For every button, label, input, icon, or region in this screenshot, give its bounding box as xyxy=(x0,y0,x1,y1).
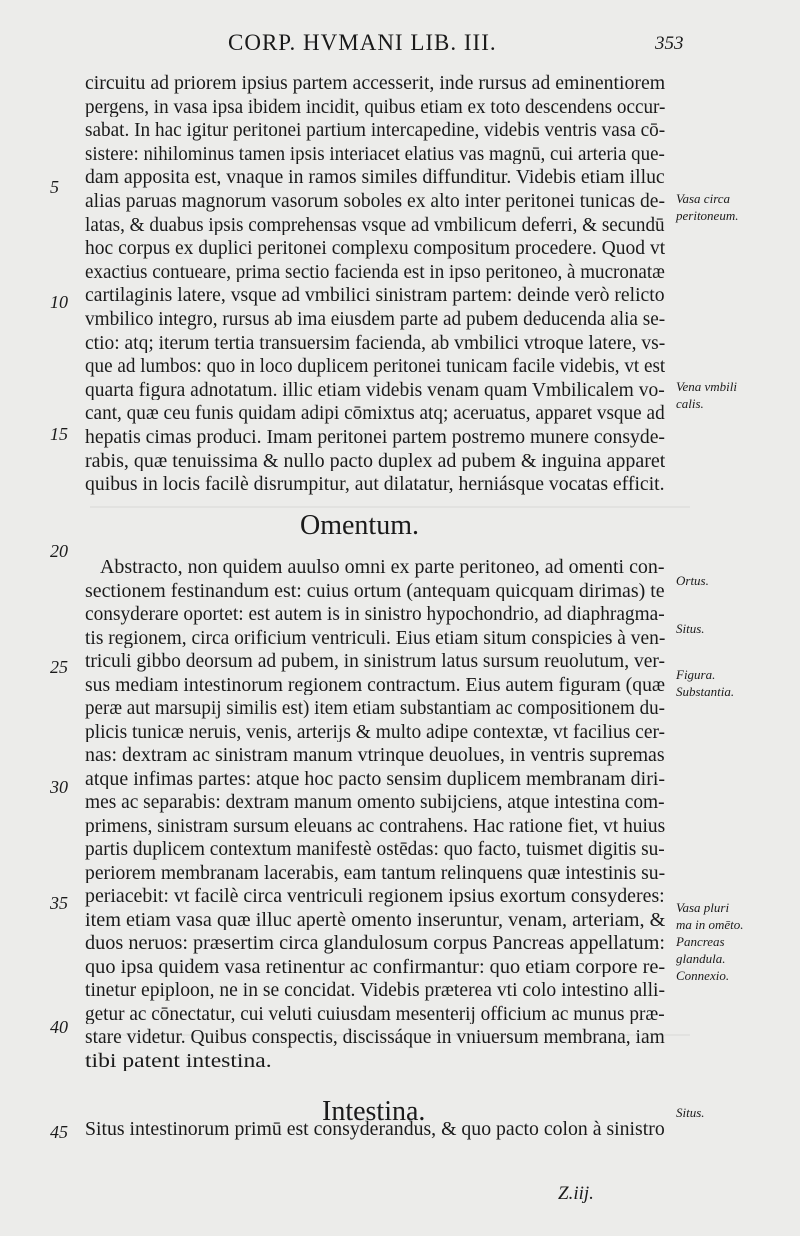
section-title-omentum: Omentum. xyxy=(300,510,419,541)
text-line: stare videtur. Quibus conspectis, discissáque in vniuersum membrana, iam xyxy=(85,1027,665,1048)
text-line: periorem membranam lacerabis, eam tantum relinquens quæ intestinis su- xyxy=(85,862,665,883)
text-line: periacebit: vt facilè circa ventriculi regionem ipsius exortum consyderes: xyxy=(85,886,665,907)
text-line: primens, sinistram sursum eleuans ac contrahens. Hac ratione fiet, vt huius xyxy=(85,815,665,836)
text-line: rabis, quæ tenuissima & nullo pacto duplex ad pubem & inguina apparet xyxy=(85,450,665,472)
text-line: consyderare oportet: est autem is in sinistro hypochondrio, ad diaphragma- xyxy=(85,604,665,625)
text-line: triculi gibbo deorsum ad pubem, in sinistrum latus sursum reuolutum, ver- xyxy=(85,651,665,672)
line-number: 10 xyxy=(50,292,68,312)
text-line: circuitu ad priorem ipsius partem accesserit, inde rursus ad eminentiorem xyxy=(85,73,665,94)
text-line: hepatis cimas produci. Imam peritonei partem postremo munere consyde- xyxy=(85,427,665,448)
margin-note-situs-intestinorum: Situs. xyxy=(676,1105,705,1120)
text-line: quibus in locis facilè disrumpitur, aut dilatatur, herniásque vocatas efficit. xyxy=(85,474,665,495)
text-line: hoc corpus ex duplici peritonei complexu compositum procedere. Quod vt xyxy=(85,238,665,259)
margin-note-vasa-circa-peritoneum: Vasa circa peritoneum. xyxy=(676,191,739,223)
margin-note-vasa-pancreas-connexio: Vasa pluri ma in omēto. Pancreas glandula. Connexio. xyxy=(676,900,744,983)
margin-note-vena-vmbilicalis: Vena vmbili calis. xyxy=(676,379,738,411)
line-number: 45 xyxy=(50,1122,68,1142)
show-through-shadow xyxy=(90,1034,690,1036)
text-line: Situs intestinorum primū est consyderandus, & quo pacto colon à sinistro xyxy=(85,1119,665,1140)
text-line: vmbilico integro, rursus ab ima eiusdem parte ad pubem deducenda alia se- xyxy=(85,309,665,330)
text-line: pergens, in vasa ipsa ibidem incidit, quibus etiam ex toto descendens occur- xyxy=(85,96,665,118)
text-line: sectionem festinandum est: cuius ortum (antequam quicquam dirimas) te xyxy=(85,580,665,601)
text-line: plicis tunicæ neruis, venis, arterijs & multo adipe contextæ, vt facilius cer- xyxy=(85,721,665,742)
text-line: mes ac separabis: dextram manum omento subijciens, atque intestina com- xyxy=(85,792,665,813)
text-line: peræ aut marsupij similis est) item etiam substantiam ac compositionem du- xyxy=(85,698,665,719)
section-title-intestina: Intestina. xyxy=(322,1096,426,1127)
text-line: ctio: atq; iterum tertia transuersim facienda, ab vmbilici vtroque latere, vs- xyxy=(85,332,665,354)
line-number: 30 xyxy=(50,777,68,797)
page-number: 353 xyxy=(655,33,684,54)
show-through-shadow xyxy=(90,506,690,508)
line-number: 40 xyxy=(50,1017,68,1037)
text-line: exactius contueare, prima sectio facienda est in ipso peritoneo, à mucronatæ xyxy=(85,261,665,283)
text-line: quo ipsa quidem vasa retinentur ac confirmantur: quo etiam corpore re- xyxy=(85,956,665,977)
running-title: CORP. HVMANI LIB. III. xyxy=(228,30,497,55)
line-number: 5 xyxy=(50,177,59,197)
text-line: tibi patent intestina. xyxy=(85,1050,272,1071)
text-line: quarta figura adnotatum. illic etiam videbis venam quam Vmbilicalem vo- xyxy=(85,379,665,401)
text-line: sabat. In hac igitur peritonei partium intercapedine, videbis ventris vasa cō- xyxy=(85,120,665,141)
text-line: partis duplicem contextum manifestè ostēdas: quo facto, tuismet digitis su- xyxy=(85,839,665,860)
text-line: cant, quæ ceu funis quidam adipi cōmixtus atq; aceruatus, apparet vsque ad xyxy=(85,403,665,424)
text-line: latas, & duabus ipsis comprehensas vsque ad vmbilicum deferri, & secundū xyxy=(85,214,665,236)
margin-note-ortus: Ortus. xyxy=(676,573,709,588)
text-line: dam apposita est, vnaque in ramos similes diffunditur. Videbis etiam illuc xyxy=(85,167,665,188)
line-number: 35 xyxy=(50,893,68,913)
text-line: nas: dextram ac sinistram manum vtrinque deuolues, in ventris supremas xyxy=(85,745,665,766)
line-number: 25 xyxy=(50,657,68,677)
signature-mark: Z.iij. xyxy=(558,1183,594,1204)
margin-note-situs: Situs. xyxy=(676,621,705,636)
text-line: sus mediam intestinorum regionem contractum. Eius autem figuram (quæ xyxy=(85,674,665,695)
text-line: getur ac cōnectatur, cui veluti cuiusdam mesenterij officium ac munus præ- xyxy=(85,1003,665,1024)
margin-note-figura-substantia: Figura. Substantia. xyxy=(676,667,735,699)
text-line: que ad lumbos: quo in loco duplicem peritonei tunicam facile videbis, vt est xyxy=(85,356,665,377)
text-line: tis regionem, circa orificium ventriculi. Eius etiam situm conspicies à ven- xyxy=(85,627,665,648)
line-number: 20 xyxy=(50,541,68,561)
text-line: item etiam vasa quæ illuc apertè omento inseruntur, venam, arteriam, & xyxy=(85,909,665,930)
line-number: 15 xyxy=(50,424,68,444)
text-line: alias paruas magnorum vasorum soboles ex alto inter peritonei tunicas de- xyxy=(85,191,665,212)
text-line: tinetur epiploon, ne in se concidat. Videbis præterea vti colo intestino alli- xyxy=(85,980,665,1001)
text-line: duos neruos: præsertim circa glandulosum corpus Pancreas appellatum: xyxy=(85,933,665,954)
text-line: cartilaginis latere, vsque ad vmbilici sinistram partem: deinde verò relicto xyxy=(85,285,665,306)
text-line: sistere: nihilominus tamen ipsis interiacet elatius vas magnū, cui arteria que- xyxy=(85,143,665,165)
text-line: Abstracto, non quidem auulso omni ex parte peritoneo, ad omenti con- xyxy=(100,557,665,578)
text-line: atque infimas partes: atque hoc pacto sensim duplicem membranam diri- xyxy=(85,768,665,789)
